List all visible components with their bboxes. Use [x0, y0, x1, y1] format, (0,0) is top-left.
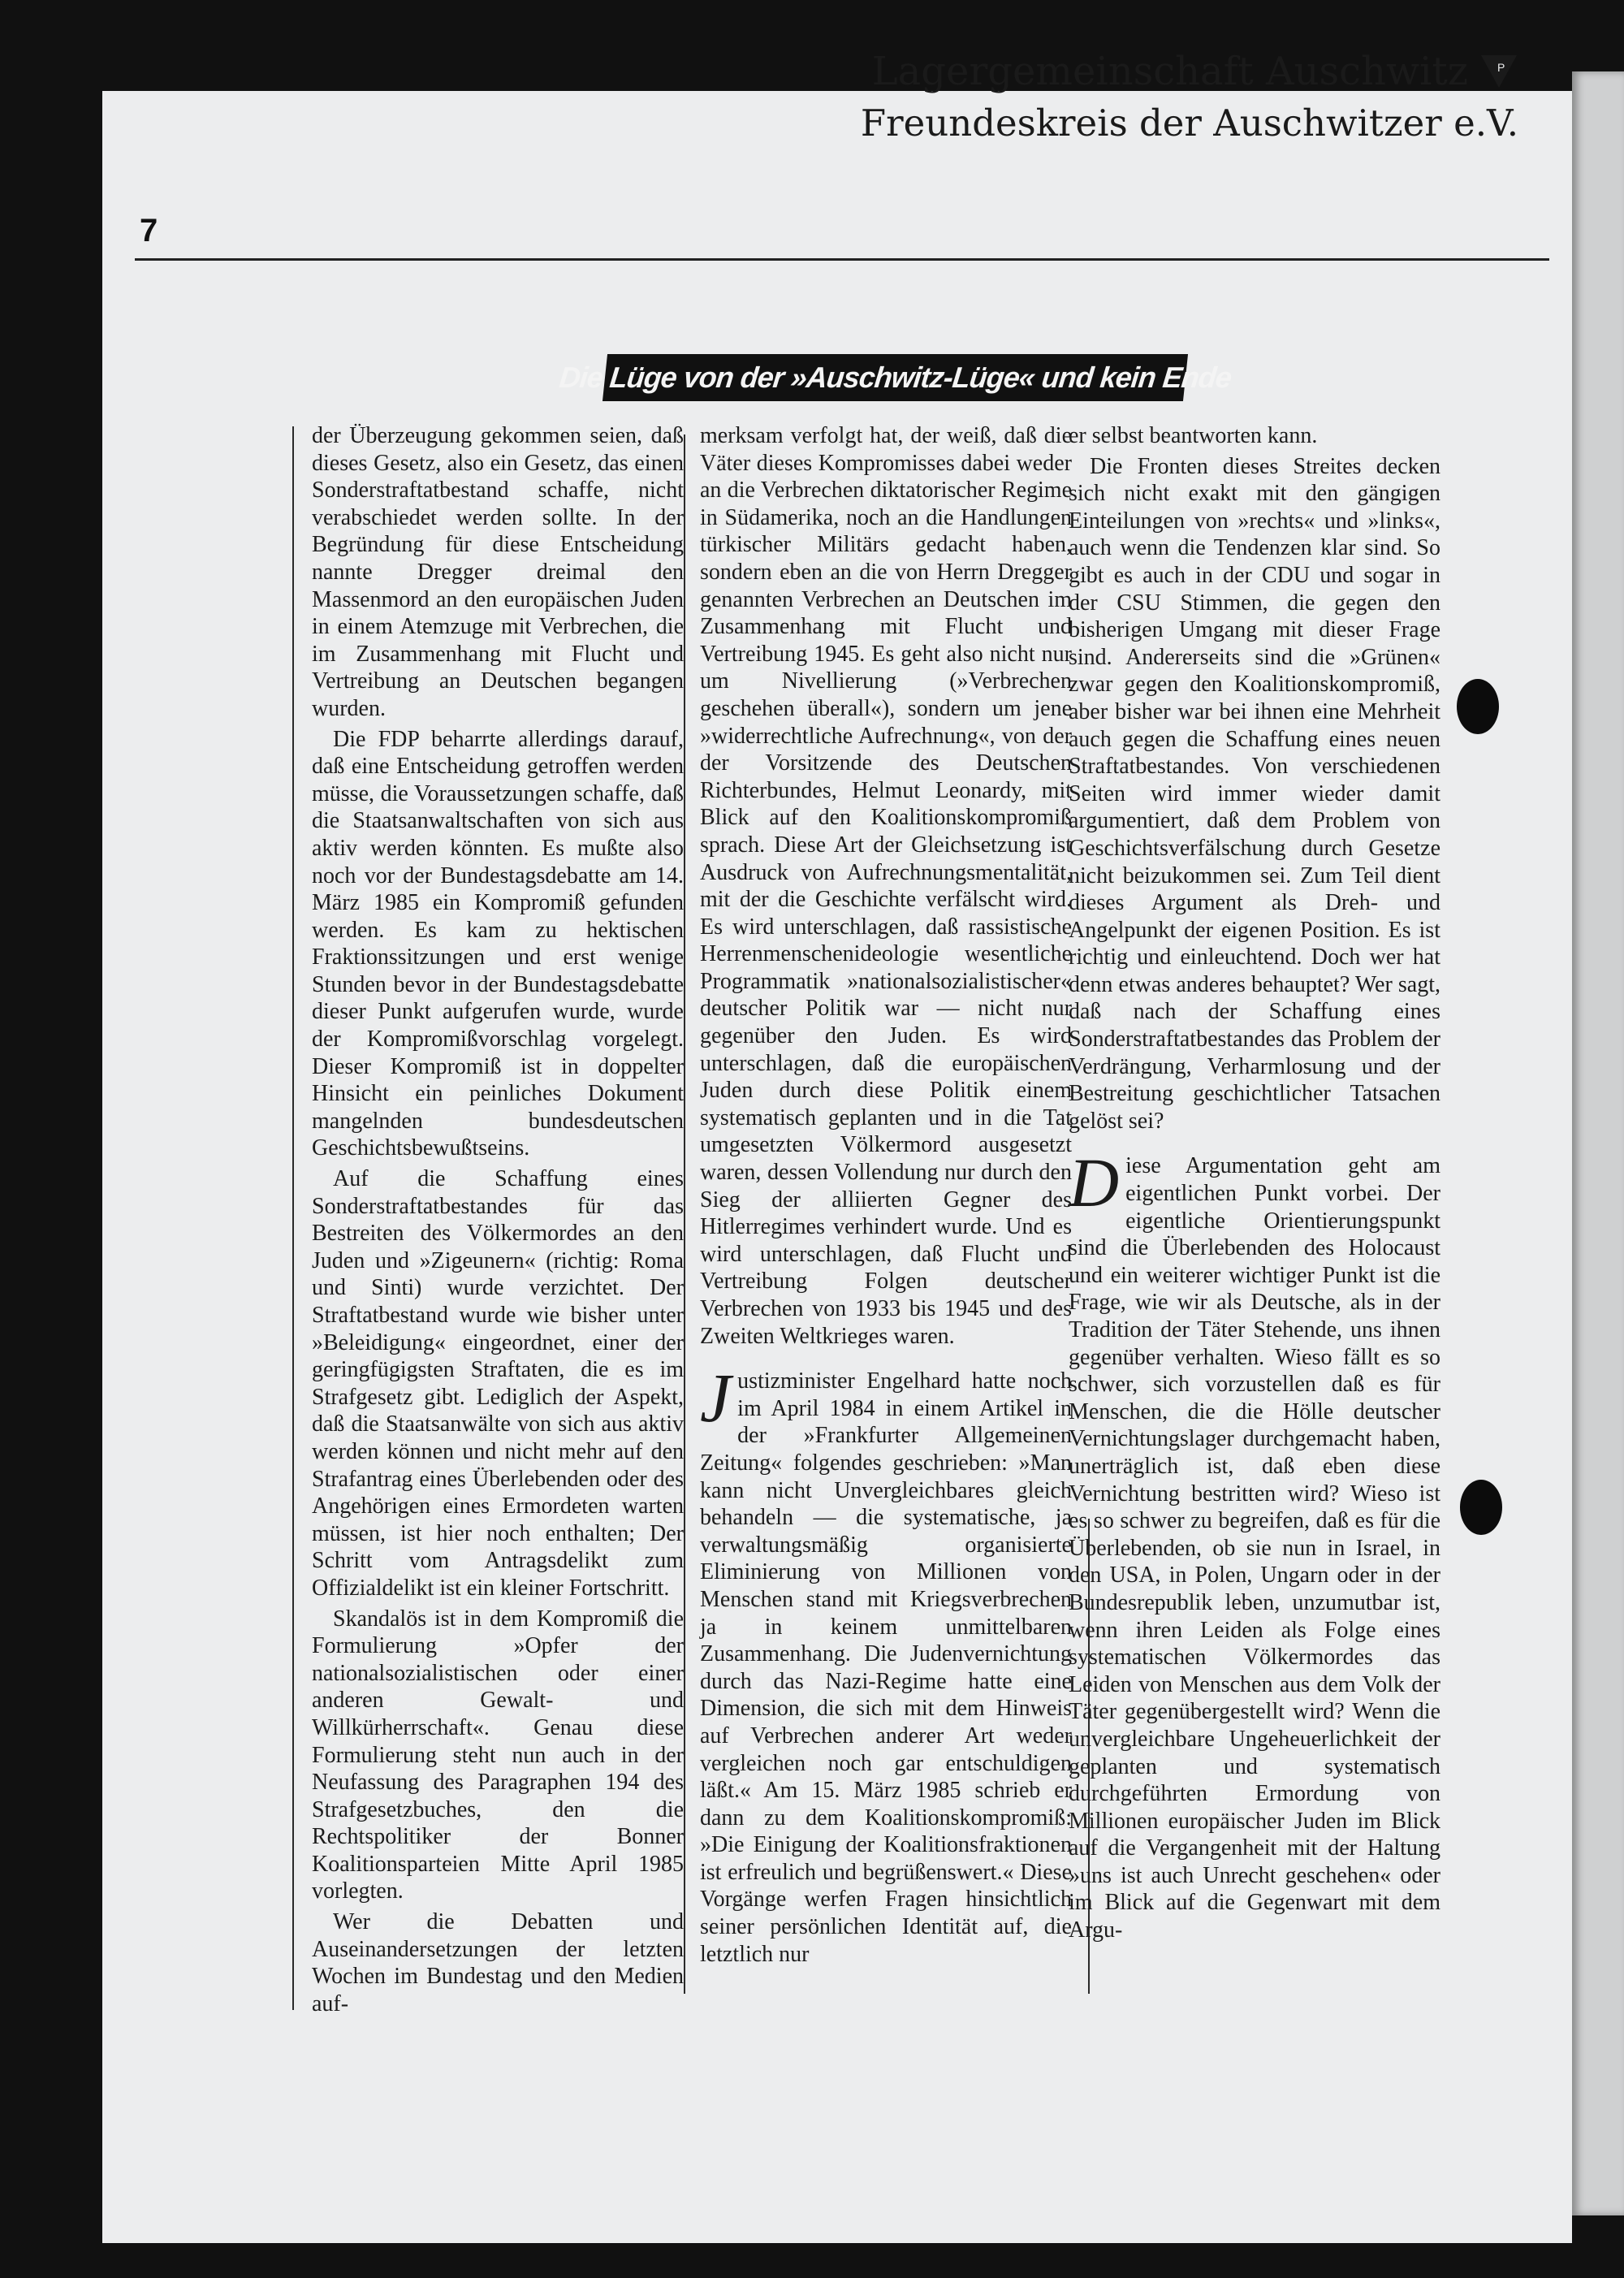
paragraph: er selbst beantworten kann. — [1069, 423, 1318, 448]
column-rule-left — [292, 426, 294, 2010]
masthead-line2: Freundeskreis der Auschwitzer e.V. — [860, 102, 1518, 145]
paragraph-text: ustizminister Engelhard hatte noch im April 1984 in einem Artikel in der »Frankfurter Allgemeinen Zeitung« folgendes geschrieben: »Man kann nicht Unvergleichbares gleich behandeln — die systematische, ja verwaltungsmäßig organisierte Eliminierung von Millionen von Menschen stand mit Kriegsverbrechen ja in keinem unmittelbaren Zusammenhang. Die Judenvernichtung durch das Nazi-Regime hatte eine Dimension, die sich mit dem Hinweis auf Verbrechen anderer Art weder vergleichen noch gar entschuldigen läßt.« Am 15. März 1985 schrieb er dann zu dem Koalitionskompromiß: »Die Einigung der Koalitionsfraktionen ist erfreulich und begrüßenswert.« Diese Vorgänge werfen Fragen hinsichtlich seiner persönlichen Identität auf, die letztlich nur — [700, 1368, 1072, 1967]
paragraph-dropcap — [700, 1359, 1072, 1968]
svg-text:P: P — [1497, 61, 1505, 74]
paragraph: der Überzeugung gekommen seien, daß dieses Gesetz, also ein Gesetz, das einen Sonderstraftatbestand schaffe, nicht verabschiedet werden sollte. In der Begründung für diese Entscheidung nannte Dregger dreimal den Massenmord an den europäischen Juden in einem Atemzuge mit Verbrechen, die im Zusammenhang mit Flucht und Vertreibung an Deutschen begangen wurden. — [312, 423, 684, 721]
article-column-1 — [312, 422, 684, 2021]
page-number: 7 — [140, 213, 158, 249]
paragraph: Auf die Schaffung eines Sonderstraftatbestandes für das Bestreiten des Völkermordes an den Juden und »Zigeunern« (richtig: Roma und Sinti) wurde verzichtet. Der Straftatbestand wurde wie bisher unter »Beleidigung« eingeordnet, einer der geringfügigsten Straftaten, die es im Strafgesetz gibt. Lediglich der Aspekt, daß die Staatsanwälte von sich aus aktiv werden können und nicht mehr auf den Strafantrag eines Überlebenden oder des Angehörigen eines Ermordeten warten müssen, ist hier noch enthalten; Der Schritt vom Antragsdelikt zum Offizialdelikt ist ein kleiner Fortschritt. — [312, 1166, 684, 1601]
punch-hole-bottom — [1460, 1480, 1502, 1535]
masthead-line1 — [861, 47, 1518, 96]
binder-edge — [1572, 71, 1624, 2215]
paragraph: Die Fronten dieses Streites decken sich nicht exakt mit den gängigen Einteilungen von »rechts« und »links«, auch wenn die Tendenzen klar sind. So gibt es auch in der CDU und sogar in der CSU Stimmen, die gegen den bisherigen Umgang mit dieser Frage sind. Andererseits sind die »Grünen« zwar gegen den Koalitionskompromiß, aber bisher war bei ihnen eine Mehrheit auch gegen die Schaffung eines neuen Straftatbestandes. Von verschiedenen Seiten wird immer wieder damit argumentiert, daß dem Problem von Geschichtsverfälschung durch Gesetze nicht beizukommen sei. Zum Teil dient dieses Argument als Dreh- und Angelpunkt der eigenen Position. Es ist richtig und einleuchtend. Doch wer hat denn etwas anderes behauptet? Wer sagt, daß nach der Schaffung eines Sonderstraftatbestandes das Problem der Verdrängung, Verharmlosung und der Bestreitung geschichtlicher Tatsachen gelöst sei? — [1069, 453, 1440, 1134]
drop-cap-letter: J — [700, 1359, 732, 1437]
masthead — [861, 47, 1518, 146]
paragraph: Die FDP beharrte allerdings darauf, daß eine Entscheidung getroffen werden müsse, die Voraussetzungen schaffe, daß die Staatsanwaltschaften von sich aus aktiv werden könnten. Es mußte also noch vor der Bundestagsdebatte am 14. März 1985 ein Kompromiß gefunden werden. Es kam zu hektischen Fraktionssitzungen und erst wenige Stunden bevor in der Bundestagsdebatte dieser Punkt aufgerufen wurde, wurde der Kompromißvorschlag vorgelegt. Dieser Kompromiß ist in doppelter Hinsicht ein peinliches Dokument mangelnden bundesdeutschen Geschichtsbewußtseins. — [312, 726, 684, 1161]
article-title: Die Lüge von der »Auschwitz-Lüge« und kein Ende — [603, 354, 1188, 401]
article-column-2 — [700, 422, 1072, 1971]
punch-hole-top — [1457, 679, 1499, 734]
triangle-logo-icon — [1479, 52, 1518, 91]
column-rule-middle — [684, 434, 685, 1994]
paragraph-dropcap — [1069, 1143, 1440, 1943]
header-divider — [135, 258, 1549, 261]
article-column-3 — [1069, 422, 1440, 1947]
paragraph: Wer die Debatten und Auseinandersetzungen der letzten Wochen im Bundestag und den Medien auf- — [312, 1909, 684, 2016]
paragraph: merksam verfolgt hat, der weiß, daß die Väter dieses Kompromisses dabei weder an die Verbrechen diktatorischer Regime in Südamerika, noch an die Handlungen türkischer Militärs gedacht haben, sondern eben an die von Herrn Dregger genannten Verbrechen an Deutschen im Zusammenhang mit Flucht und Vertreibung 1945. Es geht also nicht nur um Nivellierung (»Verbrechen geschehen überall«), sondern um jene »widerrechtliche Aufrechnung«, von der der Vorsitzende des Deutschen Richterbundes, Helmut Leonardy, mit Blick auf den Koalitionskompromiß sprach. Diese Art der Gleichsetzung ist Ausdruck von Aufrechnungsmentalität, mit der die Geschichte verfälscht wird. Es wird unterschlagen, daß rassistische Herrenmenschenideologie wesentliche Programmatik »nationalsozialistischer« deutscher Politik war — nicht nur gegenüber den Juden. Es wird unterschlagen, daß die europäischen Juden durch diese Politik einem systematisch geplanten und in die Tat umgesetzten Völkermord ausgesetzt waren, dessen Vollendung nur durch den Sieg der alliierten Gegner des Hitlerregimes verhindert wurde. Und es wird unterschlagen, daß Flucht und Vertreibung Folgen deutscher Verbrechen von 1933 bis 1945 und des Zweiten Weltkrieges waren. — [700, 423, 1072, 1349]
masthead-org-name: Lagergemeinschaft Auschwitz — [871, 49, 1468, 94]
paragraph-text: iese Argumentation geht am eigentlichen Punkt vorbei. Der eigentliche Orientierungspunkt sind die Überlebenden des Holocaust und ein weiterer wichtiger Punkt ist die Frage, wie wir als Deutsche, als in der Tradition der Täter Stehende, uns ihnen gegenüber verhalten. Wieso fällt es so schwer, sich vorzustellen daß es für Menschen, die die Hölle deutscher Vernichtungslager durchgemacht haben, unerträglich ist, daß eben diese Vernichtung bestritten wird? Wieso ist es so schwer zu begreifen, daß es für die Überlebenden, ob sie nun in Israel, in den USA, in Polen, Ungarn oder in der Bundesrepublik leben, unzumutbar ist, wenn ihren Leiden als Folge eines systematischen Völkermordes das Leiden von Menschen aus dem Volk der Täter gegenübergestellt wird? Wenn die unvergleichbare Ungeheuerlichkeit der geplanten und systematisch durchgeführten Ermordung von Millionen europäischer Juden im Blick auf die Vergangenheit mit der Haltung »uns ist auch Unrecht geschehen« oder im Blick auf die Gegenwart mit dem Argu- — [1069, 1153, 1440, 1943]
paragraph: Skandalös ist in dem Kompromiß die Formulierung »Opfer der nationalsozialistischen oder einer anderen Gewalt- und Willkürherrschaft«. Genau diese Formulierung steht nun auch in der Neufassung des Paragraphen 194 des Strafgesetzbuches, den die Rechtspolitiker der Bonner Koalitionsparteien Mitte April 1985 vorlegten. — [312, 1606, 684, 1904]
drop-cap-letter: D — [1069, 1143, 1120, 1222]
